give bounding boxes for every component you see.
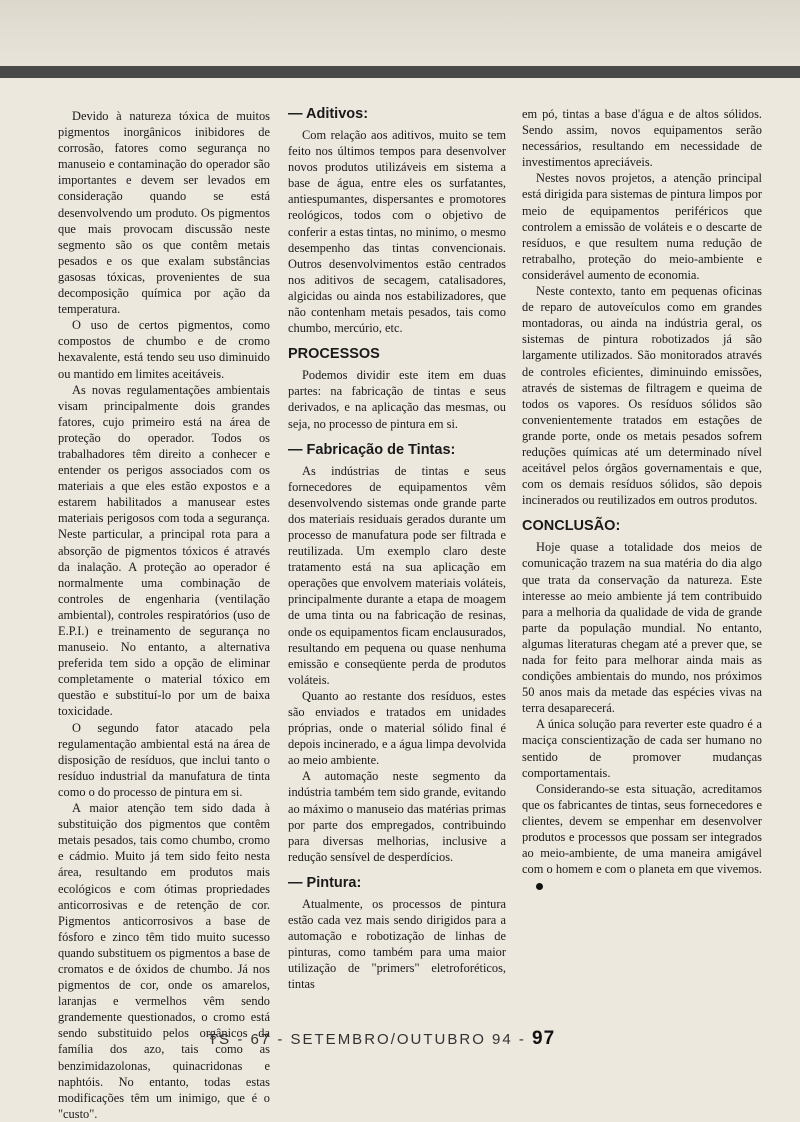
- paragraph: Devido à natureza tóxica de muitos pigmentos inorgânicos inibidores de corrosão, fatores como segurança no manuseio e contaminação do operador são importantes e devem ser levados em consideração quando se está desenvolvendo um produto. Os pigmentos que mais provocam discussão neste segmento são os que contêm metais pesados e os que exalam substâncias gasosas tóxicas, provenientes de sua decomposição química por ação da temperatura.: [58, 109, 270, 317]
- paragraph: Hoje quase a totalidade dos meios de comunicação trazem na sua matéria do dia algo que trata da conservação da natureza. Este interesse ao meio ambiente já tem contribuido para a melhoria da qualidade de vida de grande parte da população mundial. No entanto, algumas literaturas chegam até a prever que, se nada for feito para melhorar ainda mais as condições ambientais do mundo, nos próximos 50 anos mais da metade das espécies vivas na terra desaparecerá.: [522, 540, 762, 716]
- paragraph: A automação neste segmento da indústria também tem sido grande, evitando ao máximo o manuseio das matérias primas por parte dos empregados, contribuindo para diversas melhorias, inclusive a redução sensível de desperdícios.: [288, 769, 506, 864]
- paragraph: em pó, tintas a base d'água e de altos sólidos. Sendo assim, novos equipamentos serão necessários, resultando em necessidade de investimentos apreciáveis.: [522, 107, 762, 170]
- page-number: 97: [532, 1028, 556, 1049]
- heading-aditivos: — Aditivos:: [288, 106, 369, 122]
- paragraph-final: [522, 781, 762, 894]
- heading-fabricacao: — Fabricação de Tintas:: [288, 441, 456, 458]
- column-1: [58, 108, 270, 1122]
- paragraph: Quanto ao restante dos resíduos, estes são enviados e tratados em unidades próprias, onde o material sólido final é depois incinerado, e a água limpa devolvida ao meio ambiente.: [288, 688, 506, 768]
- paragraph: Com relação aos aditivos, muito se tem feito nos últimos tempos para desenvolver novos produtos utilizáveis em sistema a base de água, entre eles os surfatantes, antiespumantes, dispersantes e promotores reológicos, todos com o objetivo de conferir a estas tintas, no minimo, o mesmo desempenho das tintas convencionais. Outros desenvolvimentos estão centrados nos aditivos de secagem, catalisadores, algicidas ou ainda nos estabilizadores, que não contenham metais pesados, tais como chumbo, mercúrio, etc.: [288, 128, 506, 336]
- header-rule: [0, 66, 800, 78]
- heading-conclusao: CONCLUSÃO:: [522, 518, 621, 535]
- footer-issue: TS - 67 - SETEMBRO/OUTUBRO 94 -: [208, 1031, 526, 1048]
- paragraph: Atualmente, os processos de pintura estão cada vez mais sendo dirigidos para a automação e robotização de linhas de pinturas, como também para uma maior utilização de "primers" eletroforéticos, tintas: [288, 896, 506, 992]
- paragraph: A maior atenção tem sido dada à substituição dos pigmentos que contêm metais pesados, tais como chumbo, cromo e cádmio. Muito já tem sido feito nesta área, resultando em produtos mais ecológicos e com ótimas propriedades anticorrosivas e de retenção de cor. Pigmentos anticorrosivos a base de fósforo e zinco têm tido muito sucesso quando substituem os pigmentos a base de cromatos e de óxidos de chumbo. Já nos pigmentos de cor, onde os amarelos, laranjas e vermelhos vêm sendo grandemente questionados, o cromo está sendo substituido pelos orgânicos da família dos azo, tais como as benzimidazolonas, quinacridonas e naphtóis. No entanto, todas estas modificações têm um inimigo, que é o "custo".: [58, 801, 270, 1121]
- paragraph: Nestes novos projetos, a atenção principal está dirigida para sistemas de pintura limpos por meio de equipamentos periféricos que controlem a emissão de voláteis e o descarte de resíduos, e que resultem numa redução de retrabalho, proteção do meio-ambiente e considerável aumento de economia.: [522, 171, 762, 282]
- paragraph: As novas regulamentações ambientais visam principalmente dois grandes fatores, cujo primeiro está na área de proteção do operador. Todos os trabalhadores têm direito a conhecer e entender os perigos associados com os materiais a que eles estão expostos e a estarem habilitados a manusear estes materiais perigosos com toda a segurança. Neste particular, a principal rota para a absorção de pigmentos tóxicos é através da inalação. A proteção ao operador é normalmente uma combinação de controles de engenharia (ventilação ambiental), controles respiratórios (uso de E.P.I.) e treinamento de segurança no manuseio. No entanto, a alternativa preferida tem sido a opção de eliminar completamente o material tóxico em questão e substituí-lo por um de baixa toxicidade.: [58, 382, 270, 719]
- paragraph: O segundo fator atacado pela regulamentação ambiental está na área de disposição de resíduos, que inclui tanto o resíduo industrial da manufatura de tinta como o do processo de pintura em si.: [58, 720, 270, 799]
- paragraph: A única solução para reverter este quadro é a maciça conscientização de cada ser humano no sentido de promover mudanças comportamentais.: [522, 717, 762, 780]
- paragraph-final-text: Considerando-se esta situação, acreditamos que os fabricantes de tintas, seus fornecedores e clientes, devem se empenhar em desenvolver produtos e processos que possam ser integrados ao meio-ambiente, de uma maneira amigável com o homem e com o planeta em que vivemos.: [522, 781, 762, 877]
- paragraph: Neste contexto, tanto em pequenas oficinas de reparo de autoveículos como em grandes montadoras, ou ainda na indústria geral, os sistemas de pintura robotizados já são largamente utilizados. São monitorados através de controles eficientes, diminuindo emissões, através de sistemas de filtragem e queima de todos os vapores. Os resíduos sólidos são convenientemente tratados em estações de grande porte, onde os metais pesados sofrem reduções químicas até um determinado nível aceitável pelos órgãos governamentais e que, com os demais resíduos sólidos, são depois incinerados ou reutilizados em outros produtos.: [522, 284, 762, 508]
- page-footer: [208, 1028, 608, 1050]
- paragraph: As indústrias de tintas e seus fornecedores de equipamentos vêm desenvolvendo sistemas onde grande parte dos materiais residuais gerados durante um processo de manufatura pode ser filtrada e reutilizada. Um exemplo claro deste tratamento está na sua aplicação em operações que envolvem materiais voláteis, principalmente durante a etapa de moagem de uma tinta ou na fabricação de resinas, onde os equipamentos ficam enclausurados, resultando em pequena ou quase nenhuma emissão e conseqüente perda de produtos voláteis.: [288, 463, 506, 687]
- column-2: [288, 106, 506, 993]
- page-top-margin: [0, 0, 800, 66]
- end-of-article-icon: [536, 883, 543, 890]
- paragraph: O uso de certos pigmentos, como compostos de chumbo e de cromo hexavalente, está tendo seu uso diminuido ou mantido em limites aceitáveis.: [58, 318, 270, 381]
- heading-processos: PROCESSOS: [288, 346, 380, 363]
- heading-pintura: — Pintura:: [288, 874, 362, 891]
- column-3: [522, 106, 762, 893]
- paragraph: Podemos dividir este item em duas partes: na fabricação de tintas e seus derivados, e na aplicação das mesmas, ou seja, no processo de pintura em si.: [288, 368, 506, 431]
